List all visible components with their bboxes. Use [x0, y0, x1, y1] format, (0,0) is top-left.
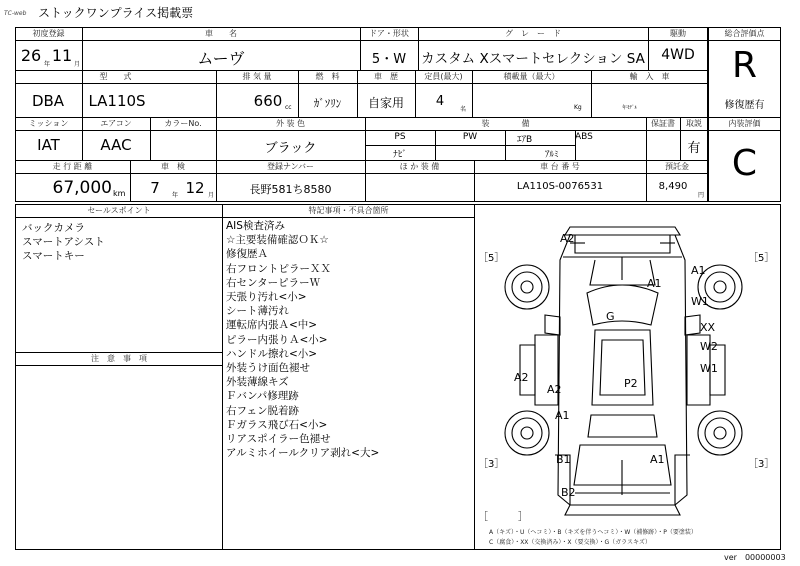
list-item: アルミホイールクリア剥れ<大> [226, 447, 380, 460]
version-label: ver 00000003 [724, 553, 786, 562]
header-manual: 取説 [686, 119, 702, 128]
displacement-unit: cc [285, 104, 292, 111]
list-item: 外装薄線キズ [226, 376, 289, 389]
bracket-bottom-right: ［3］ [748, 459, 775, 470]
inspection-month-unit: 月 [208, 192, 215, 199]
overall-rating: R [731, 45, 757, 86]
damage-label-a1-right: A1 [691, 264, 706, 277]
list-item: 外装うけ面色褪せ [226, 362, 310, 375]
damage-label-b2: B2 [561, 486, 576, 499]
header-equipment: 装 備 [481, 119, 530, 128]
mission: IAT [37, 136, 60, 154]
header-load: 積載量（最大） [503, 72, 560, 81]
header-fuel: 燃 料 [315, 72, 340, 81]
door-form: 5・W [371, 52, 407, 67]
header-exterior-color: 外 装 色 [275, 119, 306, 128]
header-history: 車 歴 [374, 72, 398, 81]
list-item: バックカメラ [22, 222, 85, 234]
inspection-year-unit: 年 [172, 192, 179, 199]
list-item: 右センターピラーＷ [226, 276, 321, 289]
interior-rating: C [731, 143, 758, 184]
header-overall-rating: 総合評価点 [724, 29, 765, 38]
sales-points-list [22, 221, 105, 264]
header-capacity: 定員(最大) [424, 72, 463, 81]
features-list [226, 219, 379, 460]
bracket-bottom-left: ［3］ [478, 459, 505, 470]
list-item: ハンドル擦れ<小> [226, 347, 318, 360]
header-model: 型 式 [99, 72, 132, 81]
bracket-top-left: ［5］ [478, 253, 505, 264]
car-name: ムーヴ [197, 49, 245, 68]
first-reg-month: 11 [51, 46, 73, 65]
exterior-color: ブラック [264, 141, 317, 156]
damage-label-b1: B1 [556, 453, 571, 466]
damage-label-xx: XX [700, 321, 716, 334]
damage-label-a1-upper: A1 [647, 277, 662, 290]
first-reg-year: 26 [20, 46, 42, 65]
capacity: 4 [435, 94, 445, 109]
header-chassis: 車 台 番 号 [540, 162, 580, 171]
damage-label-w1-lower: W1 [700, 362, 718, 375]
list-item: 修復歴Ａ [226, 248, 268, 261]
legend-line-1: A（キズ）・U（ヘコミ）・B（キズを伴うヘコミ）・W（補修跡）・P（要塗装） [489, 529, 697, 536]
model: LA110S [88, 92, 146, 110]
logo: TC-web [4, 10, 27, 17]
list-item: 天張り汚れ<小> [226, 291, 307, 304]
model-prefix: DBA [31, 92, 65, 110]
bracket-top-right: ［5］ [748, 253, 775, 264]
damage-label-p2: P2 [624, 377, 638, 390]
damage-label-w2: W2 [700, 340, 718, 353]
header-first-reg: 初度登録 [32, 29, 65, 38]
damage-label-w1-right: W1 [691, 295, 709, 308]
header-other-equipment: ほ か 装 備 [399, 162, 440, 171]
damage-label-g: G [606, 310, 615, 323]
header-interior-rating: 内装評価 [728, 119, 761, 128]
grade: カスタム Xスマートセレクション SA [421, 51, 645, 67]
equip-ps: PS [394, 132, 406, 142]
plate: 長野581ち8580 [249, 183, 332, 196]
inspection-year: 7 [150, 179, 160, 197]
equip-airbag: ｴｱB [517, 135, 533, 145]
mileage: 67,000 [52, 178, 112, 198]
capacity-unit: 名 [460, 106, 467, 113]
first-reg-month-unit: 月 [74, 61, 81, 68]
header-displacement: 排 気 量 [242, 72, 272, 81]
header-import: 輸 入 車 [629, 72, 670, 81]
first-reg-year-unit: 年 [44, 61, 51, 68]
list-item: スマートキー [22, 250, 85, 263]
header-recycle: 預託金 [665, 162, 689, 171]
chassis-no: LA110S-0076531 [516, 181, 604, 192]
header-drive: 駆動 [670, 29, 686, 38]
damage-label-a2-top: A2 [560, 232, 575, 245]
header-warranty: 保証書 [651, 119, 675, 128]
list-item: シート薄汚れ [226, 305, 289, 318]
list-item: スマートアシスト [22, 236, 105, 249]
inspection-month: 12 [185, 179, 205, 197]
header-inspection: 車 検 [161, 162, 185, 171]
recycle-fee: 8,490 [658, 181, 688, 192]
drive: 4WD [661, 47, 695, 63]
fuel: ｶﾞｿﾘﾝ [313, 97, 342, 110]
mileage-unit: km [113, 189, 126, 198]
manual: 有 [687, 141, 701, 156]
header-color-no: カラーNo. [164, 119, 202, 128]
legend-line-2: C（腐食）・XX（交換済み）・X（要交換）・G（ガラスキズ） [489, 539, 651, 546]
header-car-name: 車 名 [205, 29, 237, 38]
damage-label-a1-bottom: A1 [650, 453, 665, 466]
list-item: 右フロントピラーＸＸ [226, 262, 331, 275]
aircon: AAC [100, 136, 132, 154]
list-item: 運転席内張Ａ<中> [226, 319, 318, 332]
equip-abs: ABS [575, 132, 593, 142]
list-item: リアスポイラー色褪せ [226, 433, 331, 446]
header-door-form: ドア・形状 [369, 29, 409, 38]
damage-label-a2-center: A2 [547, 383, 562, 396]
list-item: Ｆバンパ修理跡 [226, 390, 299, 403]
header-sales-points: セールスポイント [87, 206, 151, 215]
list-item: AIS検査済み [226, 220, 285, 232]
equip-navi: ﾅﾋﾞ [393, 150, 407, 160]
list-item: 右フェン脱着跡 [226, 404, 299, 417]
bracket-bottom: ［ ］ [478, 512, 528, 523]
header-aircon: エアコン [100, 119, 132, 128]
list-item: Ｆガラス飛び石<小> [226, 418, 328, 431]
list-item: ピラー内張りＡ<小> [226, 333, 328, 346]
equip-alumi: ｱﾙﾐ [545, 150, 559, 160]
overall-rating-sub: 修復歴有 [724, 100, 765, 111]
load-unit: Kg [574, 104, 582, 111]
document-title: ストックワンプライス掲載票 [38, 6, 194, 20]
header-notes: 注 意 事 項 [91, 354, 147, 363]
header-plate: 登録ナンバー [266, 162, 315, 171]
damage-label-a2-left: A2 [514, 371, 529, 384]
header-mileage: 走 行 距 離 [52, 162, 93, 171]
history: 自家用 [367, 96, 404, 110]
displacement: 660 [253, 92, 283, 110]
equip-pw: PW [462, 132, 478, 142]
header-grade: グ レ ー ド [505, 29, 561, 38]
import-note: 年ﾓﾃﾞﾙ [622, 105, 638, 111]
header-mission: ミッション [28, 119, 69, 128]
damage-label-a1-lower: A1 [555, 409, 570, 422]
recycle-unit: 円 [698, 192, 705, 199]
list-item: ☆主要装備確認ＯＫ☆ [226, 234, 329, 247]
wheels [505, 265, 742, 455]
header-features: 特記事項・不具合箇所 [308, 206, 389, 215]
